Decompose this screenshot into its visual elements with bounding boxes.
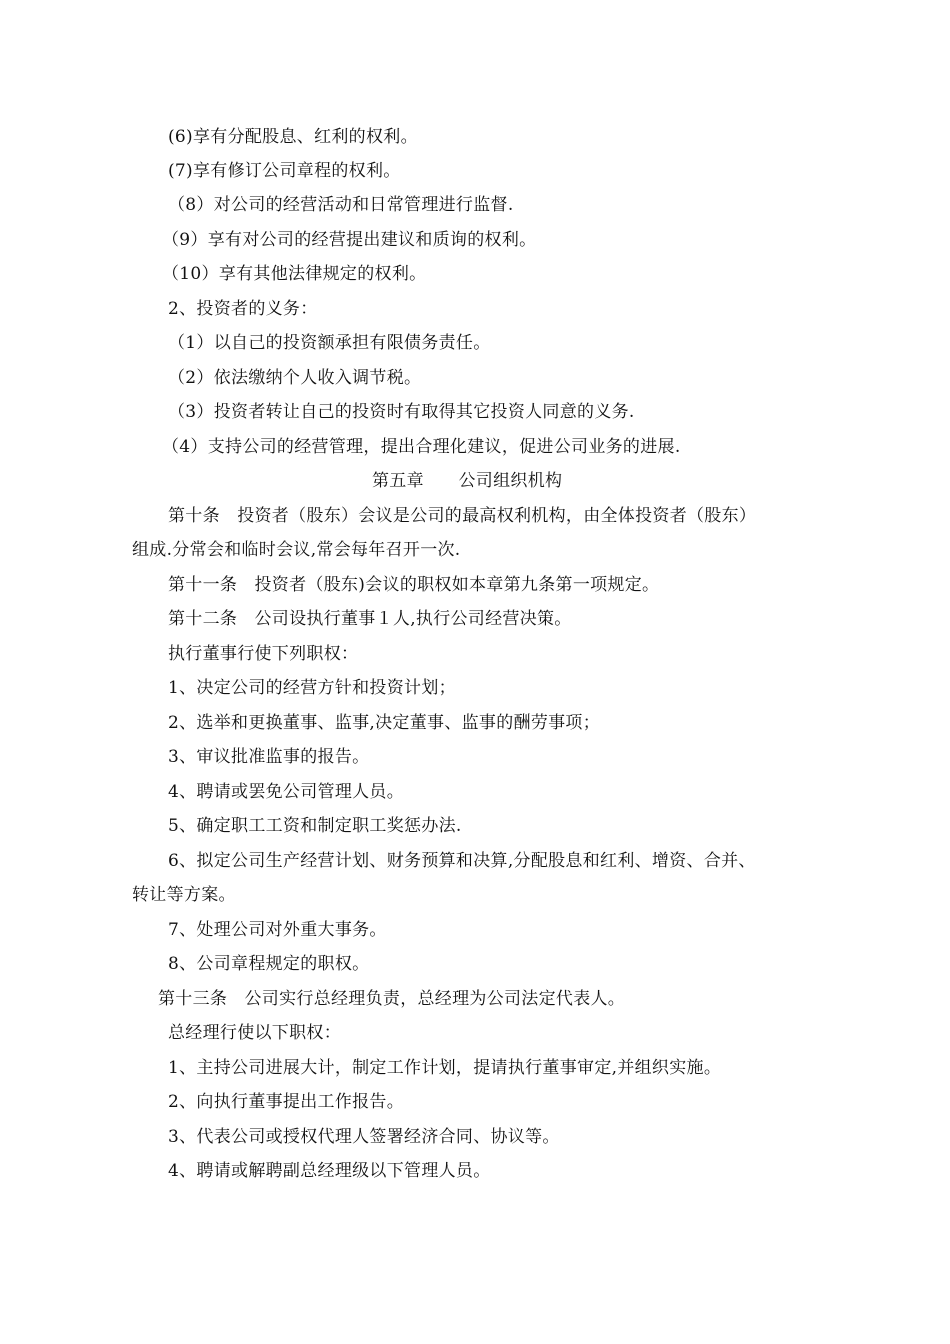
text-line: 4、聘请或解聘副总经理级以下管理人员。 xyxy=(168,1161,491,1181)
text-line: （4）支持公司的经营管理，提出合理化建议，促进公司业务的进展. xyxy=(162,437,681,457)
text-line: 6、拟定公司生产经营计划、财务预算和决算,分配股息和红利、增资、合并、 xyxy=(168,851,756,871)
text-line: 总经理行使以下职权： xyxy=(168,1023,341,1043)
text-line: 第十条 投资者（股东）会议是公司的最高权利机构，由全体投资者（股东） xyxy=(168,506,757,526)
text-line: 执行董事行使下列职权： xyxy=(168,644,359,664)
text-line: (6)享有分配股息、红利的权利。 xyxy=(168,127,418,147)
text-line: 1、决定公司的经营方针和投资计划； xyxy=(168,678,456,698)
text-line: 第十三条 公司实行总经理负责，总经理为公司法定代表人。 xyxy=(158,989,626,1009)
text-line: 5、确定职工工资和制定职工奖惩办法. xyxy=(168,816,462,836)
text-line: 8、公司章程规定的职权。 xyxy=(168,954,370,974)
text-line: 4、聘请或罢免公司管理人员。 xyxy=(168,782,405,802)
text-line: 第十二条 公司设执行董事１人,执行公司经营决策。 xyxy=(168,609,572,629)
text-line: 第十一条 投资者（股东)会议的职权如本章第九条第一项规定。 xyxy=(168,575,660,595)
text-line: 2、向执行董事提出工作报告。 xyxy=(168,1092,405,1112)
text-line: 转让等方案。 xyxy=(132,885,236,905)
text-line: 3、代表公司或授权代理人签署经济合同、协议等。 xyxy=(168,1127,560,1147)
text-line: （10）享有其他法律规定的权利。 xyxy=(162,264,427,284)
text-line: （9）享有对公司的经营提出建议和质询的权利。 xyxy=(162,230,537,250)
text-line: (7)享有修订公司章程的权利。 xyxy=(168,161,401,181)
text-line: （1）以自己的投资额承担有限债务责任。 xyxy=(168,333,491,353)
text-line: 组成.分常会和临时会议,常会每年召开一次. xyxy=(132,540,461,560)
text-line: 1、主持公司进展大计，制定工作计划，提请执行董事审定,并组织实施。 xyxy=(168,1058,722,1078)
chapter-heading: 第五章 公司组织机构 xyxy=(372,471,563,491)
text-line: （3）投资者转让自己的投资时有取得其它投资人同意的义务. xyxy=(168,402,635,422)
text-line: 7、处理公司对外重大事务。 xyxy=(168,920,387,940)
text-line: 2、选举和更换董事、监事,决定董事、监事的酬劳事项； xyxy=(168,713,601,733)
text-line: （2）依法缴纳个人收入调节税。 xyxy=(168,368,422,388)
text-line: （8）对公司的经营活动和日常管理进行监督. xyxy=(168,195,514,215)
text-line: 3、审议批准监事的报告。 xyxy=(168,747,370,767)
text-line: 2、投资者的义务： xyxy=(168,299,318,319)
